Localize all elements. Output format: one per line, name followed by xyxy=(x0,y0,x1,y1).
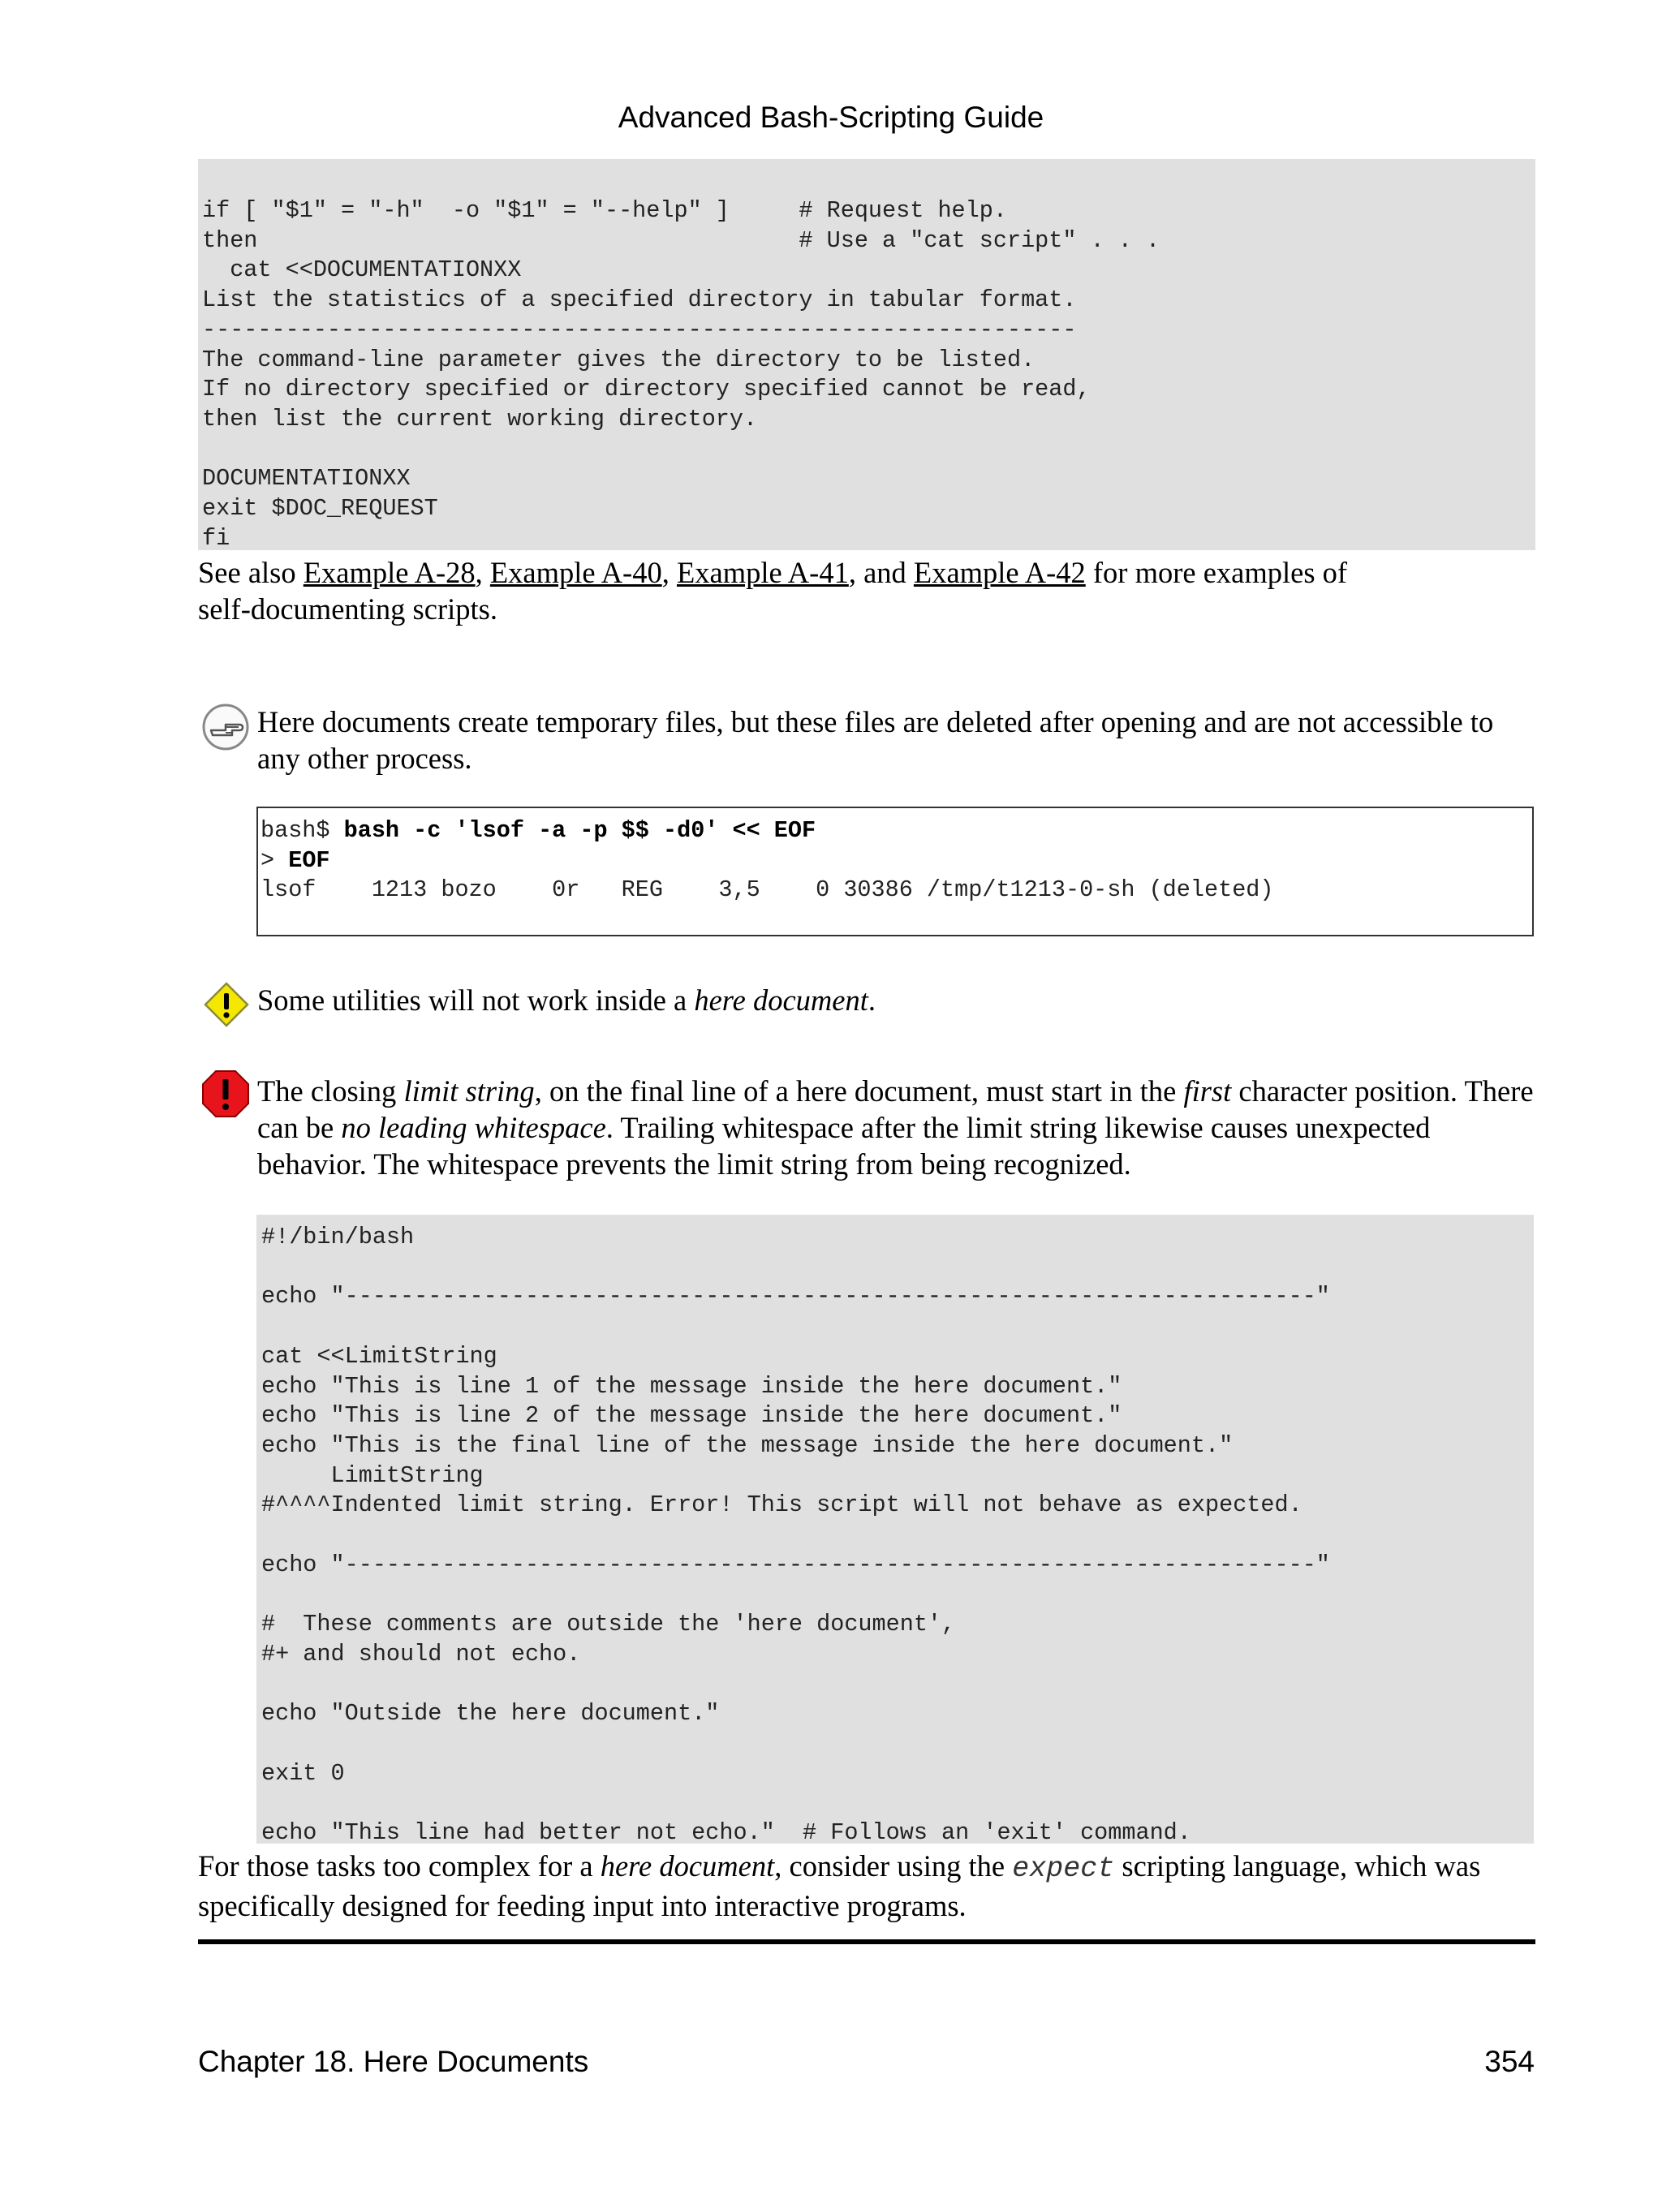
code-line: --------------------------------------------------------------- xyxy=(202,316,1077,343)
code-line: echo "This line had better not echo." # Follows an 'exit' command. xyxy=(261,1819,1191,1844)
code-line: echo "Outside the here document." xyxy=(261,1700,720,1728)
code-line: echo "This is the final line of the message inside the here document." xyxy=(261,1431,1234,1459)
code-line: #!/bin/bash xyxy=(261,1224,415,1250)
note-temporary-files: Here documents create temporary files, but these files are deleted after opening and are not accessible to any other process. xyxy=(257,705,1494,775)
code-line: echo "This is line 2 of the message inside the here document." xyxy=(261,1402,1122,1430)
code-line: List the statistics of a specified directory in tabular format. xyxy=(202,286,1077,314)
code-line: then # Use a "cat script" . . . xyxy=(202,226,1160,254)
code-line: if [ "$1" = "-h" -o "$1" = "--help" ] # Request help. xyxy=(202,197,1007,224)
code-line: fi xyxy=(202,524,230,550)
section-divider xyxy=(198,1939,1535,1944)
see-also-paragraph: See also Example A-28, Example A-40, Example A-41, and Example A-42 for more examples of self-documenting scripts. xyxy=(198,556,1348,626)
link-example-a-28[interactable]: Example A-28 xyxy=(303,556,476,589)
prompt: > xyxy=(260,846,289,874)
code-line: #+ and should not echo. xyxy=(261,1640,581,1668)
code-block-documentation xyxy=(198,159,1535,550)
link-example-a-40[interactable]: Example A-40 xyxy=(489,556,662,589)
note-hand-icon xyxy=(201,703,250,751)
code-line: LimitString xyxy=(261,1461,484,1489)
code-line: cat <<LimitString xyxy=(261,1342,497,1370)
link-example-a-42[interactable]: Example A-42 xyxy=(913,556,1086,589)
code-line: cat <<DOCUMENTATIONXX xyxy=(202,256,522,284)
user-command: EOF xyxy=(288,846,330,874)
code-line: If no directory specified or directory specified cannot be read, xyxy=(202,376,1091,403)
user-command: bash -c 'lsof -a -p $$ -d0' << EOF xyxy=(343,817,816,844)
code-line: echo "----------------------------------------------------------------------" xyxy=(261,1283,1330,1310)
code-line: exit $DOC_REQUEST xyxy=(202,495,438,523)
running-header: Advanced Bash-Scripting Guide xyxy=(618,101,1044,134)
code-block-limit-string xyxy=(256,1215,1534,1844)
closing-paragraph: For those tasks too complex for a here document, consider using the expect scripting language, which was specifically designed for feeding input into interactive programs. xyxy=(198,1849,1481,1922)
caution-limit-string-text: The closing limit string, on the final line of a here document, must start in the first character position. There can be no leading whitespace. Trailing whitespace after the limit string likewise causes unexpected behavior. The whitespace prevents the limit string from being recognized. xyxy=(257,1074,1534,1181)
code-line: DOCUMENTATIONXX xyxy=(202,465,411,493)
code-line: exit 0 xyxy=(261,1759,345,1787)
warning-utilities-text: Some utilities will not work inside a here document. xyxy=(257,983,876,1017)
footer-chapter: Chapter 18. Here Documents xyxy=(198,2045,589,2078)
code-line: The command-line parameter gives the directory to be listed. xyxy=(202,346,1036,373)
code-line: then list the current working directory. xyxy=(202,405,758,433)
footer-page-number: 354 xyxy=(1484,2045,1535,2078)
inline-code-expect: expect xyxy=(1012,1853,1115,1885)
caution-stop-icon xyxy=(201,1069,250,1118)
code-line: echo "This is line 1 of the message inside the here document." xyxy=(261,1372,1122,1400)
warning-icon xyxy=(204,982,249,1027)
prompt: bash$ xyxy=(260,817,344,844)
code-line: echo "----------------------------------------------------------------------" xyxy=(261,1551,1330,1578)
command-output: lsof 1213 bozo 0r REG 3,5 0 30386 /tmp/t1213-0-sh (deleted) xyxy=(260,876,1274,904)
code-line: # These comments are outside the 'here document', xyxy=(261,1611,956,1638)
terminal-example-box xyxy=(256,807,1534,936)
link-example-a-41[interactable]: Example A-41 xyxy=(676,556,849,589)
code-line: #^^^^Indented limit string. Error! This script will not behave as expected. xyxy=(261,1491,1302,1519)
